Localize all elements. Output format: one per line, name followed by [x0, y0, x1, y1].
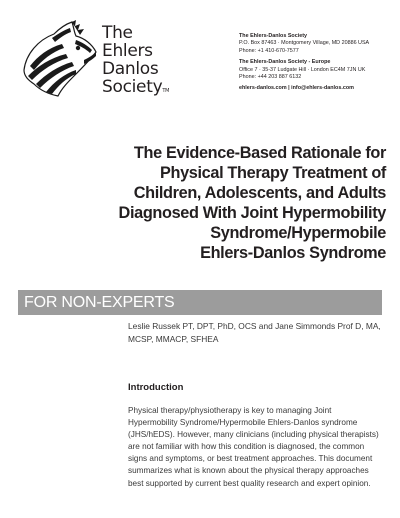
- authors: [128, 320, 390, 346]
- paragraph-line: are not familiar with how this condition is diagnosed, the common: [128, 442, 365, 452]
- paragraph-line: signs and symptoms, or best treatment approaches. This document: [128, 454, 373, 464]
- eu-address: Office 7 · 35-37 Ludgate Hill · London EC4M 7JN UK: [239, 66, 366, 73]
- eu-phone: Phone: +44 203 887 6132: [239, 74, 302, 81]
- section-heading: Introduction: [128, 382, 184, 393]
- us-org-name: The Ehlers-Danlos Society: [239, 33, 308, 39]
- title-line: Physical Therapy Treatment of: [159, 164, 386, 182]
- paragraph-line: Hypermobility Syndrome/Hypermobile Ehlers-Danlos syndrome: [128, 418, 358, 428]
- us-address: P.O. Box 87463 · Montgomery Village, MD 20886 USA: [239, 40, 370, 47]
- contact-block: [239, 33, 399, 93]
- title-line: Ehlers-Danlos Syndrome: [200, 244, 386, 262]
- society-name: [102, 24, 169, 100]
- authors-line: MCSP, MMACP, SFHEA: [128, 334, 219, 344]
- title-line: Syndrome/Hypermobile: [210, 224, 386, 242]
- title-line: Diagnosed With Joint Hypermobility: [118, 204, 386, 222]
- website-email-link[interactable]: ehlers-danlos.com | info@ehlers-danlos.com: [239, 85, 354, 92]
- eu-org-name: The Ehlers-Danlos Society - Europe: [239, 59, 331, 66]
- authors-line: Leslie Russek PT, DPT, PhD, OCS and Jane Simmonds Prof D, MA,: [128, 321, 381, 331]
- document-title: [18, 143, 386, 263]
- paragraph-line: best supported by current best quality research and expert opinion.: [128, 478, 371, 488]
- society-name-line: Danlos: [102, 59, 159, 79]
- page-header: [0, 0, 400, 110]
- society-name-line: Ehlers: [102, 41, 153, 61]
- title-line: Children, Adolescents, and Adults: [133, 184, 386, 202]
- audience-label: FOR NON-EXPERTS: [24, 294, 175, 311]
- paragraph-line: summarizes what is known about the physical therapy approaches: [128, 466, 369, 476]
- title-line: The Evidence-Based Rationale for: [133, 144, 386, 162]
- zebra-head-icon: [18, 20, 98, 98]
- paragraph-line: (JHS/hEDS). However, many clinicians (including physical therapists): [128, 430, 379, 440]
- society-name-line: The: [102, 23, 133, 43]
- intro-paragraph: [128, 405, 390, 490]
- paragraph-line: Physical therapy/physiotherapy is key to managing Joint: [128, 406, 332, 415]
- society-logo: [18, 20, 218, 98]
- society-name-line: SocietyTM: [102, 77, 170, 97]
- trademark: TM: [162, 88, 170, 94]
- us-phone: Phone: +1 410-670-7577: [239, 47, 299, 54]
- audience-banner: [18, 290, 382, 315]
